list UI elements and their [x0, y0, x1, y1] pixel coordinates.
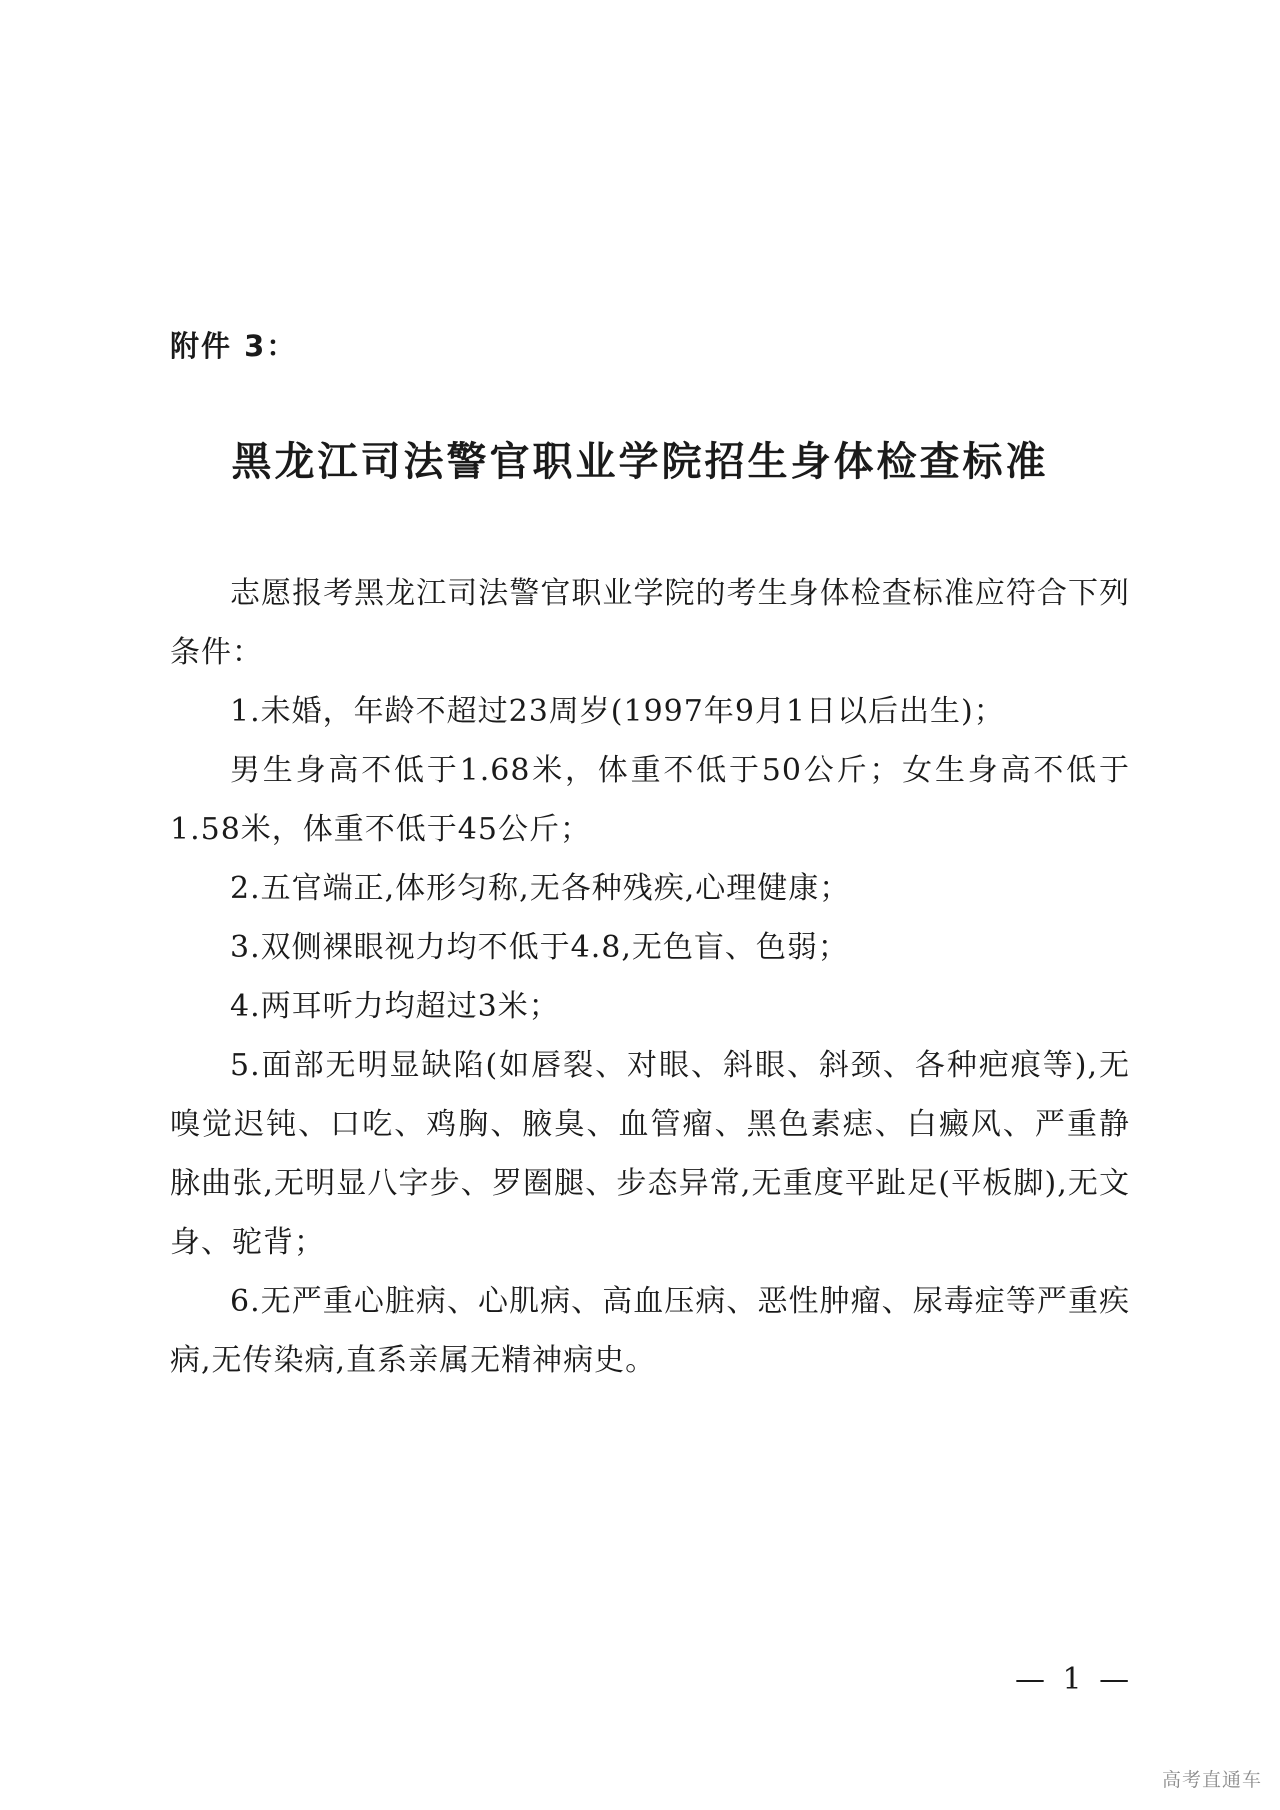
document-body [170, 564, 1130, 1390]
list-item: 2.五官端正,体形匀称,无各种残疾,心理健康； [230, 871, 851, 906]
page-title: 黑龙江司法警官职业学院招生身体检查标准 [231, 439, 1049, 485]
list-item: 6.无严重心脏病、心肌病、高血压病、恶性肿瘤、尿毒症等严重疾病,无传染病,直系亲属无精神病史。 [170, 1284, 1130, 1378]
list-item: 3.双侧裸眼视力均不低于4.8,无色盲、色弱； [230, 930, 849, 965]
list-item: 1.未婚，年龄不超过23周岁(1997年9月1日以后出生)； [230, 694, 1005, 729]
watermark: 高考直通车 [1161, 1769, 1262, 1791]
attachment-label: 附件 3： [170, 329, 298, 363]
intro-paragraph: 志愿报考黑龙江司法警官职业学院的考生身体检查标准应符合下列条件： [170, 576, 1130, 670]
list-item: 5.面部无明显缺陷(如唇裂、对眼、斜眼、斜颈、各种疤痕等),无嗅觉迟钝、口吃、鸡胸、腋臭、血管瘤、黑色素痣、白癜风、严重静脉曲张,无明显八字步、罗圈腿、步态异常,无重度平趾足(平板脚),无文身、驼背； [170, 1048, 1130, 1260]
list-item: 男生身高不低于1.68米，体重不低于50公斤；女生身高不低于1.58米，体重不低于45公斤； [170, 753, 1130, 847]
list-item: 4.两耳听力均超过3米； [230, 989, 560, 1024]
page-number: — 1 — [1015, 1662, 1134, 1697]
